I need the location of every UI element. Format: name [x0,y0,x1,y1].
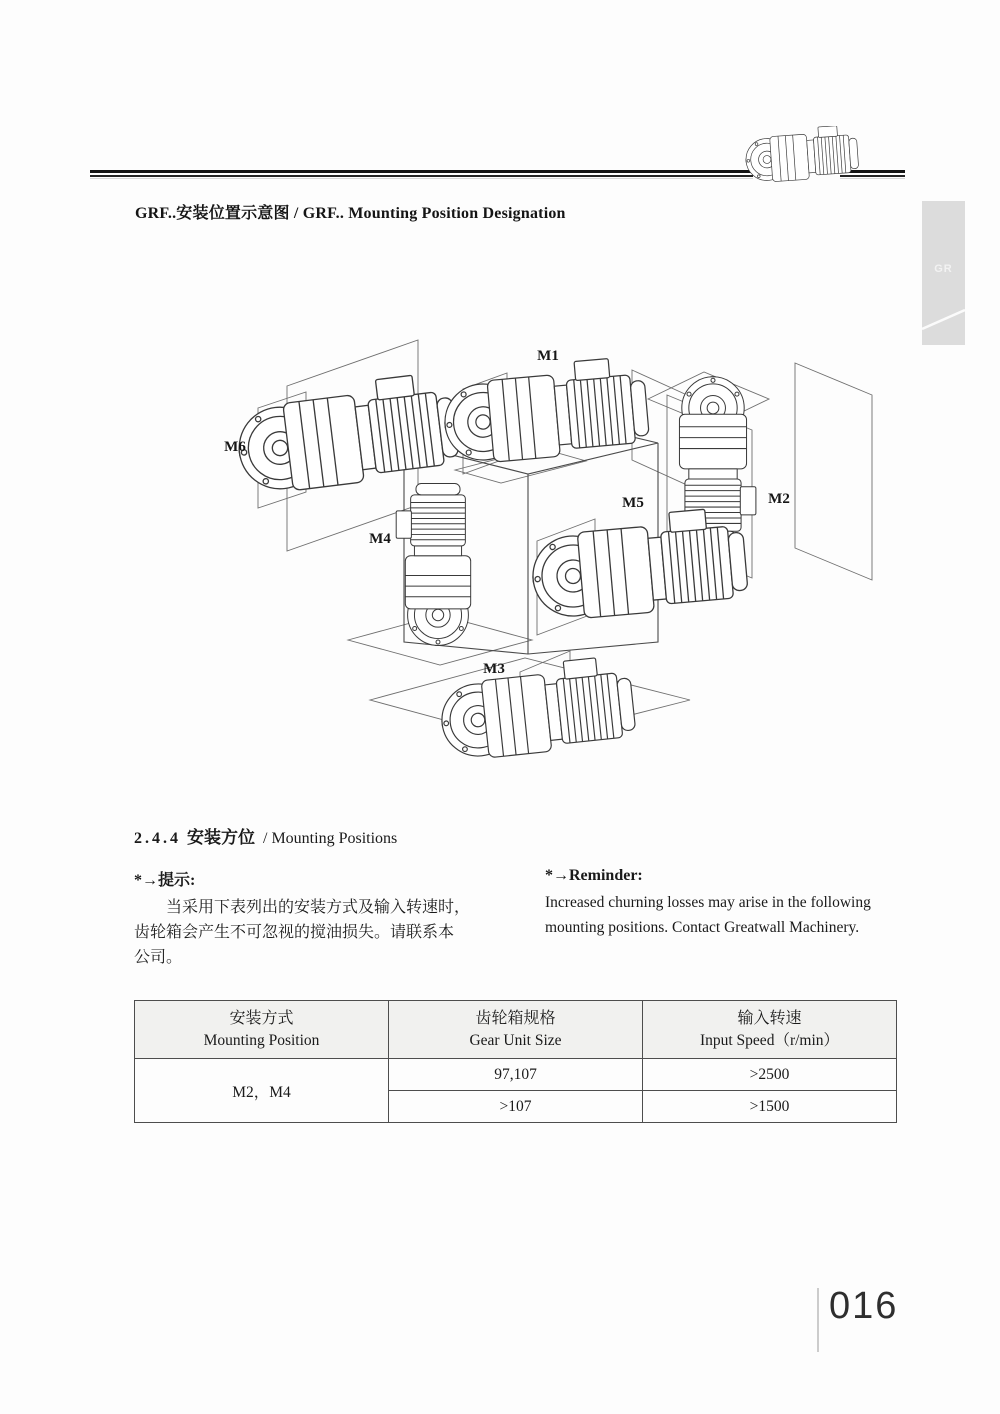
gear-unit-m4 [396,484,470,646]
label-m4: M4 [369,531,391,547]
cell-gear-unit-size: 97,107 [389,1059,643,1091]
mounting-position-diagram [150,285,910,790]
label-m6: M6 [224,439,246,455]
reminder-cn-title: *→提示: [134,872,196,889]
reminder-cn [134,867,520,970]
gear-unit-m6 [233,371,461,497]
label-m1: M1 [537,348,559,364]
section-number: 2.4.4 [134,830,181,847]
table-row [135,1059,897,1091]
label-m5: M5 [622,495,644,511]
cell-gear-unit-size: >107 [389,1091,643,1123]
page-number: 016 [829,1285,899,1327]
reminder-cn-line: 公司。 [134,949,183,966]
gear-motor-icon [742,126,862,188]
cell-mounting-position: M2，M4 [135,1059,389,1123]
reminder-cn-line: 当采用下表列出的安装方式及输入转速时， [166,899,471,916]
col-input-speed: 输入转速 Input Speed（r/min） [643,1001,897,1059]
cell-input-speed: >2500 [643,1059,897,1091]
mounting-table [134,1000,897,1123]
cell-input-speed: >1500 [643,1091,897,1123]
reminder-en-line: mounting positions. Contact Greatwall Machinery. [545,919,860,936]
footer-divider [817,1288,819,1352]
reminder-en-title: *→Reminder: [545,867,643,884]
reminder-cn-line: 齿轮箱会产生不可忽视的搅油损失。请联系本 [134,924,455,941]
col-gear-unit-size: 齿轮箱规格 Gear Unit Size [389,1001,643,1059]
label-m3: M3 [483,661,505,677]
section-title-cn: 安装方位 [187,828,255,847]
page-title: GRF..安装位置示意图 / GRF.. Mounting Position Designation [135,205,566,222]
col-mounting-position: 安装方式 Mounting Position [135,1001,389,1059]
side-tab-gr [922,201,965,345]
reminder-en [545,867,937,940]
table-header-row [135,1001,897,1059]
label-m2: M2 [768,491,790,507]
section-heading [134,823,397,848]
reminder-en-line: Increased churning losses may arise in the following [545,894,871,911]
section-title-en: / Mounting Positions [263,830,398,847]
header-rule-left [90,170,753,179]
gear-unit-m3 [437,654,637,762]
gear-unit-m1 [441,356,651,466]
side-tab-label: GR [934,263,953,275]
side-tab-chevron [922,301,965,341]
